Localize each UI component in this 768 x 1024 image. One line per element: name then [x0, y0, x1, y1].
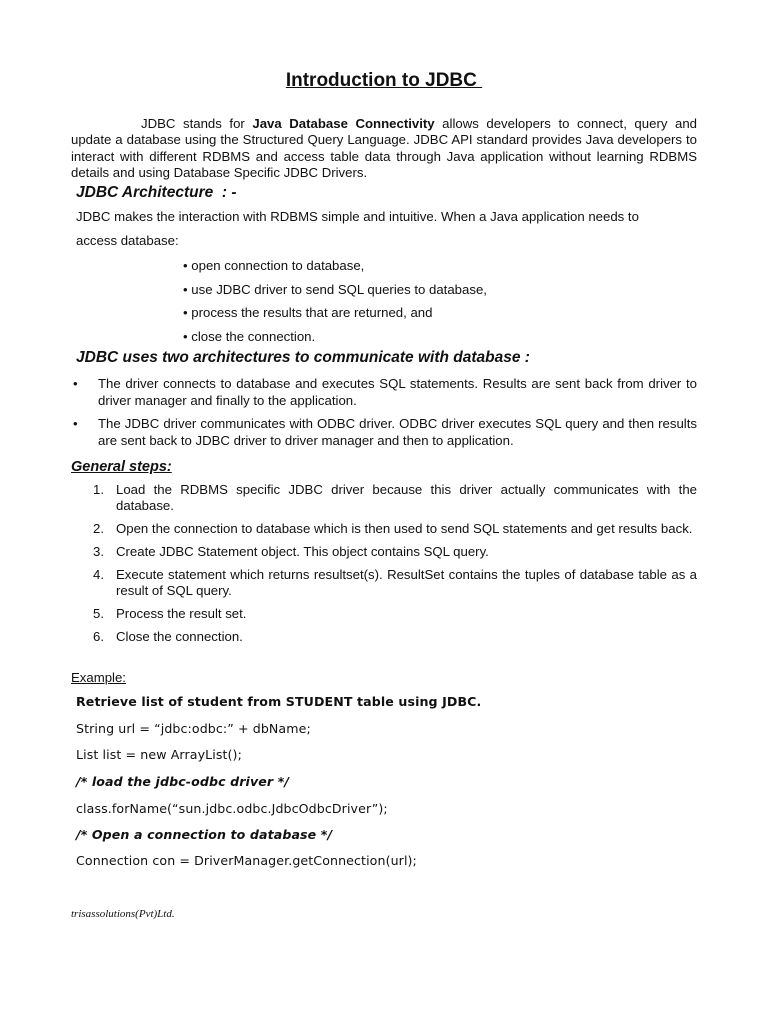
footer-company: trisassolutions(Pvt)Ltd.: [71, 908, 175, 920]
intro-text-end: allows developers to connect, query and update a database using the Structured Query Language. JDBC API standard provides Java developers to interact with different RDBMS and access table data through Java application without learning RDBMS details and using Database Specific JDBC Drivers.: [71, 116, 697, 180]
code-comment: /* Open a connection to database */: [76, 827, 333, 842]
list-item: 1. Load the RDBMS specific JDBC driver because this driver actually communicates with the database.: [93, 482, 697, 514]
step-text: Process the result set.: [116, 605, 247, 621]
list-item: • close the connection.: [183, 325, 487, 349]
code-line: List list = new ArrayList();: [76, 747, 242, 762]
list-item: • open connection to database,: [183, 254, 487, 278]
step-text: Close the connection.: [116, 628, 243, 644]
architecture-text-line-1: JDBC makes the interaction with RDBMS simple and intuitive. When a Java application needs to: [76, 209, 639, 224]
list-item: • The JDBC driver communicates with ODBC driver. ODBC driver executes SQL query and then results are sent back to JDBC driver to driver manager and then to application.: [71, 416, 697, 449]
code-line: String url = “jdbc:odbc:” + dbName;: [76, 721, 311, 736]
example-label: Example:: [71, 670, 126, 685]
list-item: 6. Close the connection.: [93, 628, 243, 644]
list-item: 3. Create JDBC Statement object. This object contains SQL query.: [93, 543, 489, 559]
list-item: 2. Open the connection to database which is then used to send SQL statements and get results back.: [93, 521, 693, 537]
two-architectures-list: [71, 376, 697, 456]
two-architectures-heading: JDBC uses two architectures to communicate with database :: [76, 349, 530, 366]
page-title: Introduction to JDBC: [285, 70, 483, 91]
example-caption: Retrieve list of student from STUDENT table using JDBC.: [76, 694, 482, 709]
code-line: class.forName(“sun.jdbc.odbc.JdbcOdbcDriver”);: [76, 801, 388, 816]
architecture-text-line-2: access database:: [76, 233, 179, 248]
general-steps-heading: General steps:: [71, 459, 172, 475]
list-item: 5. Process the result set.: [93, 605, 247, 621]
list-item: • use JDBC driver to send SQL queries to database,: [183, 278, 487, 302]
list-item: • process the results that are returned, and: [183, 301, 487, 325]
step-text: Open the connection to database which is then used to send SQL statements and get results back.: [116, 521, 693, 537]
intro-bold-term: Java Database Connectivity: [252, 116, 435, 131]
intro-paragraph: [71, 116, 697, 181]
intro-text-start: JDBC stands for: [141, 116, 253, 131]
code-line: Connection con = DriverManager.getConnection(url);: [76, 853, 417, 868]
architecture-steps-list: [183, 254, 487, 348]
general-steps-list: [71, 482, 697, 651]
architecture-heading: JDBC Architecture : -: [76, 184, 237, 201]
step-text: Execute statement which returns resultset(s). ResultSet contains the tuples of database table as a result of SQL query.: [116, 566, 697, 598]
step-text: Load the RDBMS specific JDBC driver because this driver actually communicates with the database.: [116, 482, 697, 514]
code-comment: /* load the jdbc-odbc driver */: [76, 774, 290, 789]
list-item: 4. Execute statement which returns resultset(s). ResultSet contains the tuples of database table as a result of SQL query.: [93, 566, 697, 598]
step-text: Create JDBC Statement object. This object contains SQL query.: [116, 543, 489, 559]
list-item: • The driver connects to database and executes SQL statements. Results are sent back from driver to driver manager and finally to the application.: [71, 376, 697, 409]
